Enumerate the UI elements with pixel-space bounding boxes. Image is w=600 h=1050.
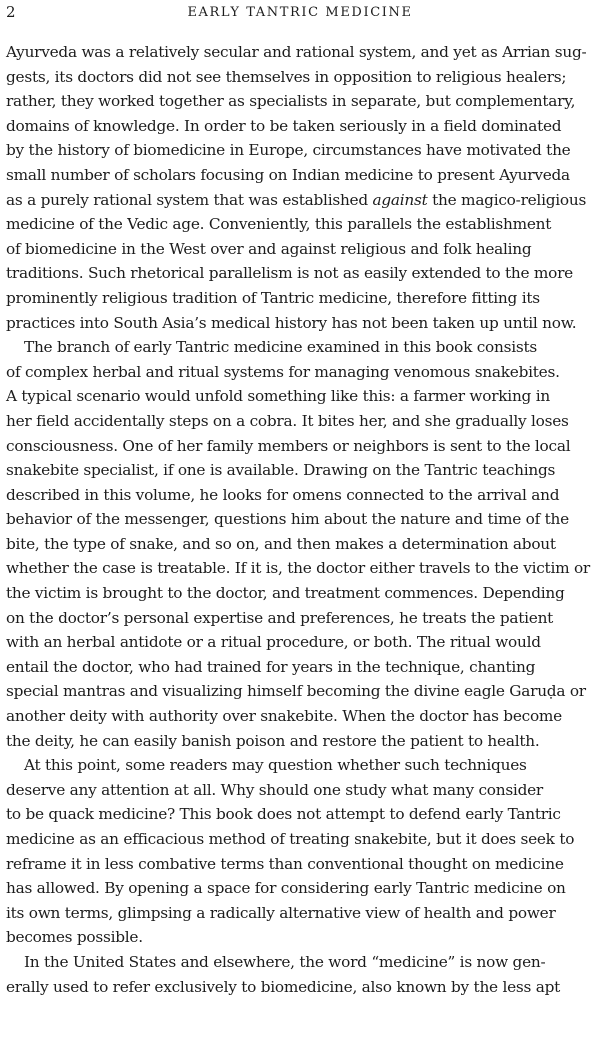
text-line: prominently religious tradition of Tantric medicine, therefore fitting its xyxy=(6,288,540,307)
text-line: Ayurveda was a relatively secular and rational system, and yet as Arrian sug- xyxy=(6,43,587,61)
body-text xyxy=(6,40,594,999)
text-line: the deity, he can easily banish poison and restore the patient to health. xyxy=(6,731,540,750)
text-line: described in this volume, he looks for omens connected to the arrival and xyxy=(6,485,560,504)
text-line: reframe it in less combative terms than conventional thought on medicine xyxy=(6,854,564,873)
text-line: with an herbal antidote or a ritual procedure, or both. The ritual would xyxy=(6,633,541,652)
text-line: of complex herbal and ritual systems for managing venomous snakebites. xyxy=(6,362,560,381)
text-line: bite, the type of snake, and so on, and then makes a determination about xyxy=(6,534,556,553)
emphasized-word: against xyxy=(372,190,428,209)
text-line: small number of scholars focusing on Indian medicine to present Ayurveda xyxy=(6,165,570,184)
text-line: practices into South Asia’s medical history has not been taken up until now. xyxy=(6,313,577,332)
text-line xyxy=(6,188,594,213)
text-line: another deity with authority over snakebite. When the doctor has become xyxy=(6,707,562,726)
text-segment: as a purely rational system that was established xyxy=(6,190,373,209)
running-head: EARLY TANTRIC MEDICINE xyxy=(187,5,413,20)
text-line: its own terms, glimpsing a radically alternative view of health and power xyxy=(6,903,556,922)
text-line: has allowed. By opening a space for considering early Tantric medicine on xyxy=(6,879,566,898)
text-line: medicine as an efficacious method of treating snakebite, but it does seek to xyxy=(6,830,575,848)
text-line: entail the doctor, who had trained for years in the technique, chanting xyxy=(6,657,536,676)
text-line: on the doctor’s personal expertise and preferences, he treats the patient xyxy=(6,608,554,627)
text-line: A typical scenario would unfold something like this: a farmer working in xyxy=(6,387,550,406)
text-line: of biomedicine in the West over and against religious and folk healing xyxy=(6,239,532,258)
text-line: the victim is brought to the doctor, and treatment commences. Depending xyxy=(6,584,565,603)
text-line: whether the case is treatable. If it is, the doctor either travels to the victim or xyxy=(6,559,590,578)
text-line: erally used to refer exclusively to biomedicine, also known by the less apt xyxy=(6,977,561,996)
text-line: consciousness. One of her family members or neighbors is sent to the local xyxy=(6,436,571,455)
text-line: rather, they worked together as specialists in separate, but complementary, xyxy=(6,92,576,111)
text-line: deserve any attention at all. Why should one study what many consider xyxy=(6,780,543,799)
text-line: medicine of the Vedic age. Conveniently, this parallels the establishment xyxy=(6,215,552,234)
text-line: becomes possible. xyxy=(6,928,143,947)
paragraph-first-line: The branch of early Tantric medicine examined in this book consists xyxy=(24,338,537,357)
text-line: gests, its doctors did not see themselves in opposition to religious healers; xyxy=(6,67,567,86)
text-line: domains of knowledge. In order to be taken seriously in a field dominated xyxy=(6,116,562,135)
text-line: traditions. Such rhetorical parallelism is not as easily extended to the more xyxy=(6,264,573,283)
text-line: her field accidentally steps on a cobra. It bites her, and she gradually loses xyxy=(6,411,569,430)
text-line: special mantras and visualizing himself becoming the divine eagle Garuḍa or xyxy=(6,682,586,701)
paragraph-first-line: At this point, some readers may question whether such techniques xyxy=(24,756,527,775)
paragraph-first-line: In the United States and elsewhere, the word “medicine” is now gen- xyxy=(24,952,546,971)
text-line: to be quack medicine? This book does not attempt to defend early Tantric xyxy=(6,805,561,824)
text-line: snakebite specialist, if one is available. Drawing on the Tantric teachings xyxy=(6,461,556,480)
text-line: by the history of biomedicine in Europe, circumstances have motivated the xyxy=(6,141,571,160)
text-line: behavior of the messenger, questions him about the nature and time of the xyxy=(6,510,569,529)
page-number: 2 xyxy=(6,3,16,21)
page-header xyxy=(0,0,600,24)
text-segment: the magico-religious xyxy=(427,190,587,209)
